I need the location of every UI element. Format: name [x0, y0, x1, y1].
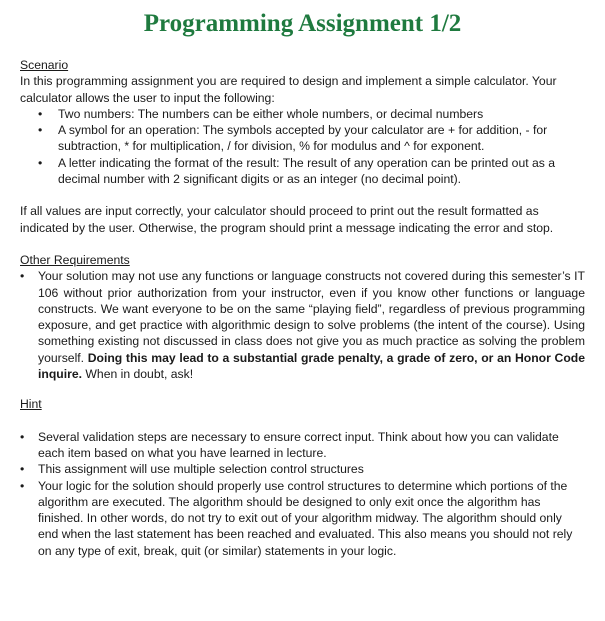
other-requirements-heading: Other Requirements: [20, 252, 130, 267]
list-item: [20, 429, 585, 462]
list-item: [20, 122, 585, 155]
scenario-intro: In this programming assignment you are required to design and implement a simple calculator. Your calculator allows the user to input the following:: [20, 74, 557, 105]
list-item-text: Two numbers: The numbers can be either whole numbers, or decimal numbers: [58, 106, 484, 121]
requirement-warning: Doing this may lead to a substantial grade penalty, a grade of zero, or an Honor Code inquire.: [38, 350, 585, 382]
bullet-icon: •: [38, 123, 43, 138]
list-item: [20, 461, 585, 477]
bullet-icon: •: [20, 462, 25, 477]
requirement-tail: When in doubt, ask!: [85, 367, 194, 382]
list-item-text: Your logic for the solution should properly use control structures to determine which portions of the algorithm are executed. The algorithm should be designed to only exit once the algorithm has finished. In other words, do not try to exit out of your algorithm midway. The algorithm should only end when the last statement has been reached and evaluated. This also means you should not rely on any type of exit, break, quit (or similar) statements in your logic.: [38, 478, 573, 558]
list-item-text: A letter indicating the format of the result: The result of any operation can be printed out as a decimal number with 2 significant digits or as an integer (no decimal point).: [58, 155, 556, 187]
bullet-icon: •: [20, 429, 25, 444]
list-item: [20, 155, 585, 188]
bullet-icon: •: [20, 478, 25, 493]
hint-list: [20, 429, 585, 559]
bullet-icon: •: [38, 106, 43, 121]
requirement-text: Your solution may not use any functions or language constructs not covered during this semester’s IT 106 without prior authorization from your instructor, even if you know other functions or language constructs. We want everyone to be on the same “playing field”, regardless of previous programming exposure, and get practice with algorithmic design to solve problems (the intent of the course). Using something existing not discussed in class does not give you as much practice as solving the problem yourself.: [38, 269, 585, 365]
bullet-icon: •: [38, 155, 43, 170]
list-item-text: This assignment will use multiple selection control structures: [38, 462, 364, 477]
page-title: Programming Assignment 1/2: [143, 10, 462, 37]
bullet-icon: •: [20, 269, 25, 284]
list-item-text: A symbol for an operation: The symbols accepted by your calculator are + for addition, - for subtraction, * for multiplication, / for division, % for modulus and ^ for exponent.: [58, 123, 548, 154]
list-item: [20, 478, 585, 559]
scenario-list: [20, 106, 585, 187]
scenario-heading: Scenario: [20, 58, 69, 72]
list-item-text: Several validation steps are necessary to ensure correct input. Think about how you can validate each item based on what you have learned in lecture.: [38, 429, 559, 460]
scenario-closing: If all values are input correctly, your calculator should proceed to print out the result formatted as indicated by the user. Otherwise, the program should print a message indicating the error and stop.: [20, 204, 554, 235]
other-requirements-list: [20, 268, 585, 382]
hint-heading: Hint: [20, 397, 42, 412]
list-item: [20, 268, 585, 382]
list-item: [20, 106, 585, 122]
document-body: [20, 57, 585, 559]
